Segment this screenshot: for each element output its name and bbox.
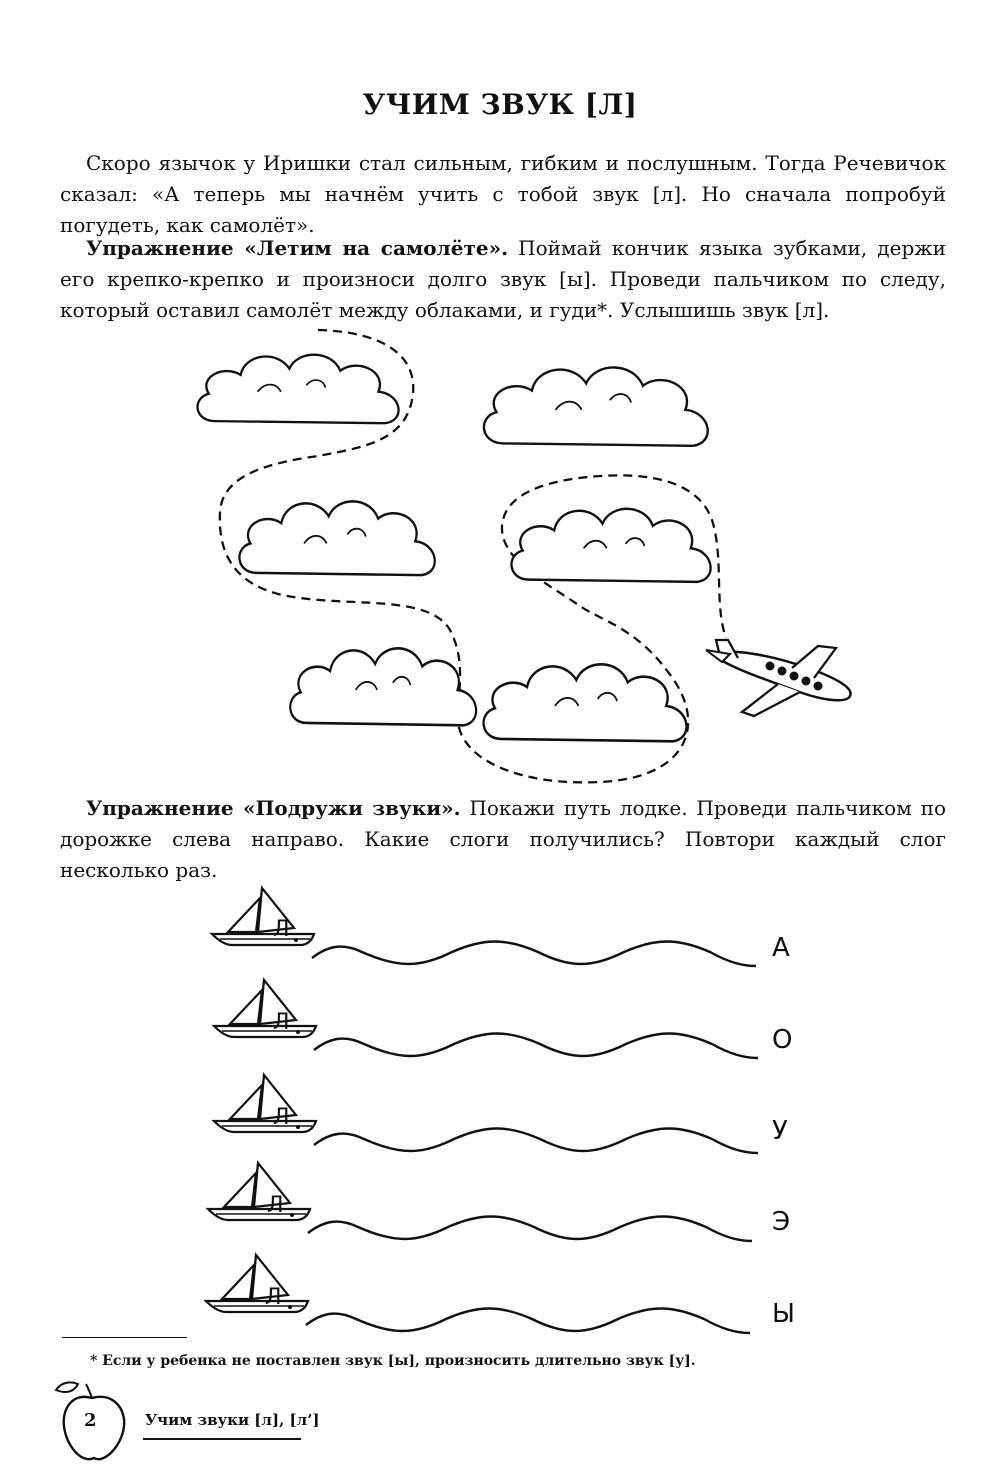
intro-text: Скоро язычок у Иришки стал сильным, гибким и послушным. Тогда Речевичок сказал: «А теперь мы начнём учить с тобой звук [л]. Но сначала попробуй погудеть, как самолёт».: [60, 151, 946, 237]
exercise2-heading: Упражнение «Подружи звуки».: [86, 796, 461, 820]
boat-row-1: [212, 888, 756, 966]
sailboat-icon: [206, 1255, 308, 1312]
exercise2-text: Покажи путь лодке. Проведи пальчиком по дорожке слева направо. Какие слоги получились? Повтори каждый слог несколько раз.: [60, 796, 947, 882]
boat-row-2: [214, 980, 758, 1058]
boat-letter: Л: [273, 917, 290, 942]
wave-path: [308, 1217, 752, 1242]
exercise1-heading: Упражнение «Летим на самолёте».: [86, 236, 509, 260]
page-number: 2: [84, 1410, 97, 1431]
cloud-icon: [484, 664, 687, 741]
syllable-vowel: Э: [772, 1207, 791, 1237]
footnote-divider: [62, 1337, 187, 1338]
wave-path: [312, 942, 756, 967]
wave-path: [306, 1309, 750, 1334]
cloud-icon: [290, 648, 476, 725]
footer-underline: [143, 1438, 301, 1440]
boat-letter: Л: [273, 1010, 290, 1035]
sailboat-icon: [212, 888, 314, 945]
boat-letter: Л: [267, 1193, 284, 1218]
boat-letter: Л: [265, 1285, 282, 1310]
syllable-vowel: О: [772, 1025, 793, 1055]
cloud-icon: [484, 367, 708, 445]
cloud-icon: [198, 355, 399, 424]
airplane-icon: [706, 640, 851, 716]
cloud-icon: [512, 509, 711, 582]
footer-caption: Учим звуки [л], [л’]: [145, 1411, 320, 1429]
footnote: * Если у ребенка не поставлен звук [ы], произносить длительно звук [у].: [90, 1353, 696, 1369]
wave-path: [314, 1129, 758, 1154]
cloud-icon: [239, 501, 434, 575]
syllable-vowel: У: [772, 1116, 788, 1146]
boat-letter: Л: [273, 1105, 290, 1130]
sailboat-icon: [208, 1163, 310, 1220]
wave-path: [314, 1034, 758, 1059]
boat-row-3: [214, 1075, 758, 1153]
exercise1-text: Поймай кончик языка зубками, держи его крепко-крепко и произноси долго звук [ы]. Проведи пальчиком по следу, который оставил самолёт между облаками, и гуди*. Услышишь звук [л].: [60, 236, 946, 322]
syllable-vowel: А: [772, 933, 790, 963]
syllable-vowel: Ы: [772, 1299, 795, 1329]
sailboat-icon: [214, 980, 316, 1037]
boat-row-5: [206, 1255, 750, 1333]
sailboat-icon: [214, 1075, 316, 1132]
boat-row-4: [208, 1163, 752, 1241]
page-title: УЧИМ ЗВУК [Л]: [362, 88, 638, 121]
